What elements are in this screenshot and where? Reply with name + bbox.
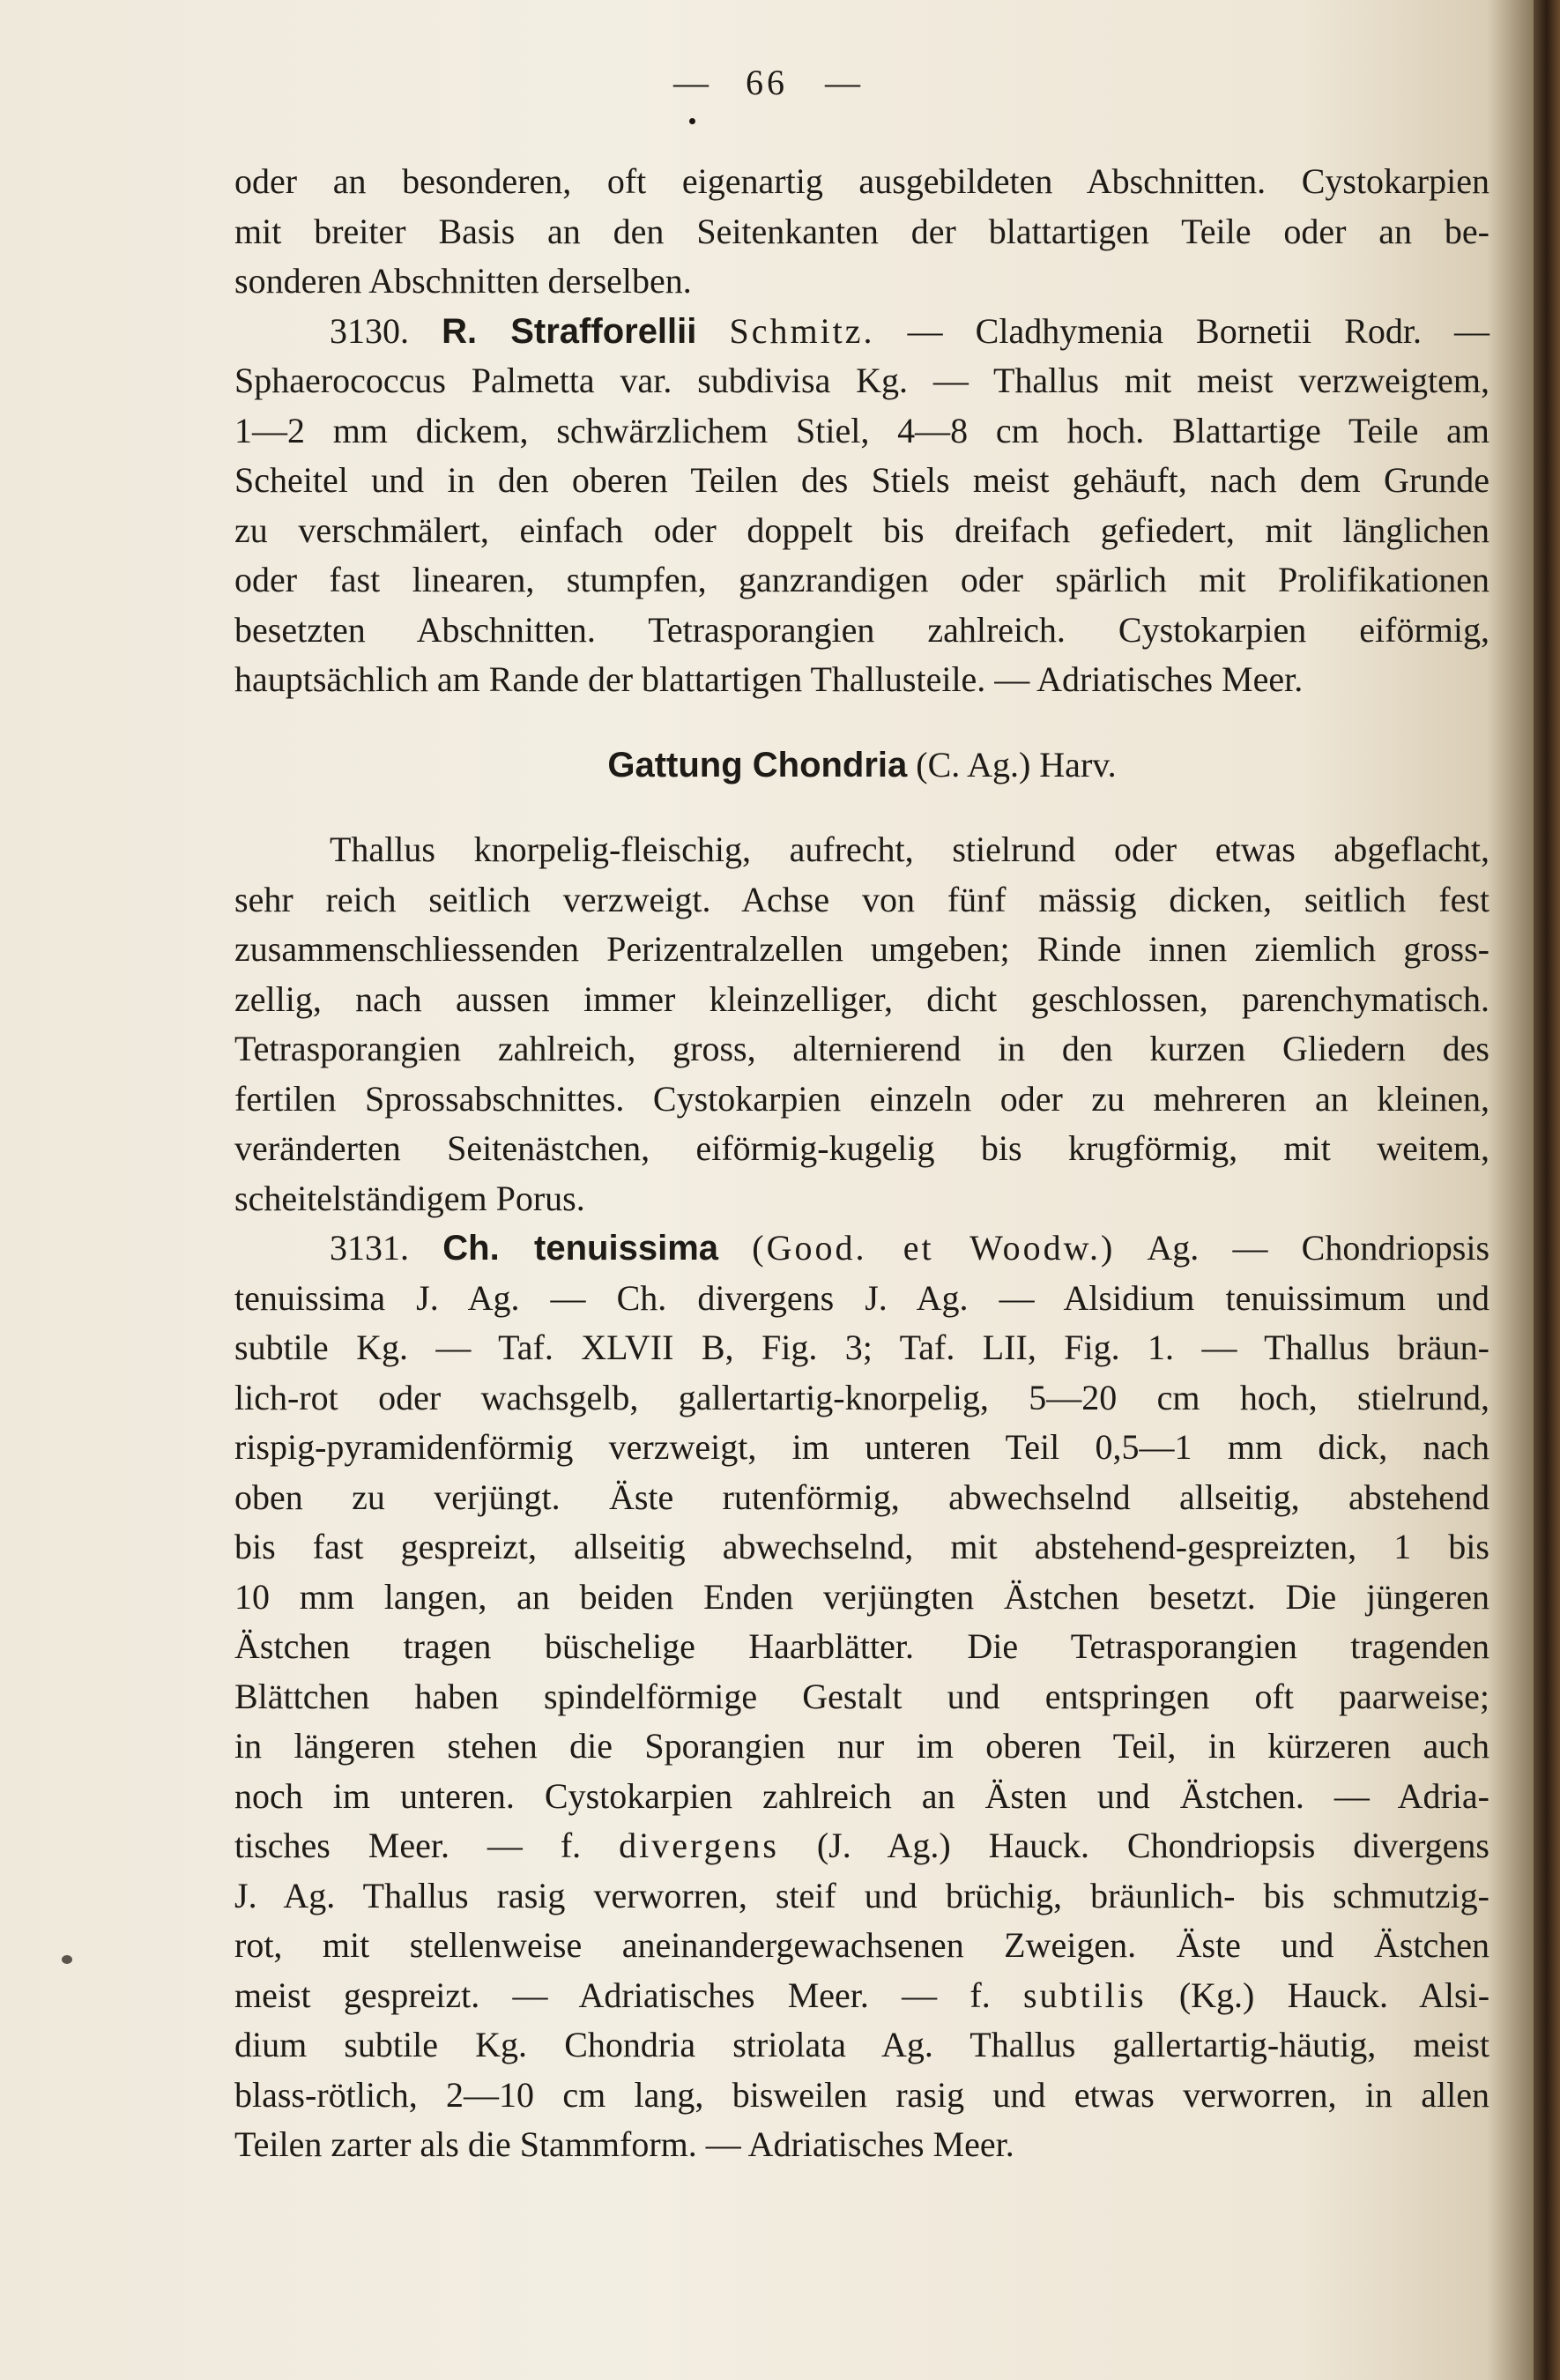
text-line: hauptsächlich am Rande der blattartigen Thallusteile. — Adriatisches Meer.	[234, 659, 1304, 699]
synonyms: Ag. — Chondriopsis	[1147, 1228, 1490, 1268]
page-number-value: 66	[746, 63, 788, 102]
text-line: bis fast gespreizt, allseitig abwechselnd, mit abstehend-gespreizten, 1 bis	[234, 1527, 1489, 1566]
text-line: Ästchen tragen büschelige Haarblätter. Die Tetrasporangien tragenden	[234, 1626, 1489, 1666]
text-line: Teilen zarter als die Stammform. — Adriatisches Meer.	[234, 2124, 1014, 2164]
text-line: zu verschmälert, einfach oder doppelt bis dreifach gefiedert, mit länglichen	[234, 509, 1489, 550]
entry-number: 3131.	[330, 1228, 409, 1268]
form-divergens-line	[234, 1821, 1489, 1871]
text-line: rot, mit stellenweise aneinandergewachsenen Zweigen. Äste und Ästchen	[234, 1925, 1489, 1965]
text-line: veränderten Seitenästchen, eiförmig-kugelig bis krugförmig, mit weitem,	[234, 1128, 1489, 1168]
page-content	[234, 157, 1489, 2170]
page-number-dash-right: —	[825, 63, 860, 102]
ink-speck	[689, 118, 695, 124]
text-line: Sphaerococcus Palmetta var. subdivisa Kg. — Thallus mit meist verzweigtem,	[234, 361, 1489, 400]
form-suffix: (Kg.) Hauck. Alsi-	[1178, 1975, 1490, 2015]
text-line: oder fast linearen, stumpfen, ganzrandigen oder spärlich mit Prolifikationen	[234, 560, 1489, 599]
text-line: zusammenschliessenden Perizentralzellen umgeben; Rinde innen ziemlich gross-	[234, 929, 1489, 969]
text-line: lich-rot oder wachsgelb, gallertartig-knorpelig, 5—20 cm hoch, stielrund,	[234, 1377, 1489, 1417]
page-number-dash-left: —	[673, 63, 709, 102]
text-line: mit breiter Basis an den Seitenkanten der blattartigen Teile oder an be-	[234, 211, 1489, 251]
species-name: R. Strafforellii	[442, 311, 697, 351]
text-line: blass-rötlich, 2—10 cm lang, bisweilen rasig und etwas verworren, in allen	[234, 2074, 1489, 2115]
page-edge-shadow	[1534, 0, 1560, 2380]
text-line: sonderen Abschnitten derselben.	[234, 261, 692, 301]
genus-author: (C. Ag.) Harv.	[916, 744, 1117, 785]
ink-speck	[62, 1955, 72, 1964]
text-line: Blättchen haben spindelförmige Gestalt und entspringen oft paarweise;	[234, 1676, 1489, 1716]
form-suffix: (J. Ag.) Hauck. Chondriopsis divergens	[816, 1826, 1489, 1865]
species-author: (Good. et Woodw.)	[752, 1228, 1116, 1268]
text-line: subtile Kg. — Taf. XLVII B, Fig. 3; Taf. LII, Fig. 1. — Thallus bräun-	[234, 1328, 1489, 1367]
text-line: sehr reich seitlich verzweigt. Achse von fünf mässig dicken, seitlich fest	[234, 879, 1489, 919]
text-line: Scheitel und in den oberen Teilen des Stiels meist gehäuft, nach dem Grunde	[234, 460, 1489, 500]
synonyms: — Cladhymenia Bornetii Rodr. —	[907, 310, 1490, 351]
text-line: 10 mm langen, an beiden Enden verjüngten Ästchen besetzt. Die jüngeren	[234, 1576, 1489, 1617]
section-gap	[234, 705, 1489, 740]
entry-3131-heading	[234, 1223, 1489, 1274]
form-name: divergens	[619, 1826, 779, 1865]
text-line: J. Ag. Thallus rasig verworren, steif und brüchig, bräunlich- bis schmutzig-	[234, 1875, 1489, 1915]
species-name: Ch. tenuissima	[442, 1229, 719, 1268]
page-number	[0, 62, 1534, 103]
entry-number: 3130.	[330, 310, 409, 351]
text-line: rispig-pyramidenförmig verzweigt, im unteren Teil 0,5—1 mm dick, nach	[234, 1427, 1489, 1467]
text-line: noch im unteren. Cystokarpien zahlreich an Ästen und Ästchen. — Adria-	[234, 1775, 1489, 1816]
text-line: dium subtile Kg. Chondria striolata Ag. Thallus gallertartig-häutig, meist	[234, 2025, 1489, 2064]
text-line: Tetrasporangien zahlreich, gross, alternierend in den kurzen Gliedern des	[234, 1029, 1489, 1068]
text-line: zellig, nach aussen immer kleinzelliger, dicht geschlossen, parenchymatisch.	[234, 978, 1489, 1019]
text-line: oder an besonderen, oft eigenartig ausgebildeten Abschnitten. Cystokarpien	[234, 161, 1489, 201]
text-line: 1—2 mm dickem, schwärzlichem Stiel, 4—8 cm hoch. Blattartige Teile am	[234, 410, 1489, 450]
text-line: in längeren stehen die Sporangien nur im oberen Teil, in kürzeren auch	[234, 1726, 1489, 1766]
form-prefix: tisches Meer. — f.	[234, 1826, 582, 1865]
genus-heading	[234, 740, 1489, 791]
genus-label: Gattung Chondria	[607, 745, 908, 785]
form-prefix: meist gespreizt. — Adriatisches Meer. — f.	[234, 1975, 991, 2015]
form-subtilis-line	[234, 1971, 1489, 2021]
form-name: subtilis	[1022, 1975, 1147, 2015]
text-line: Thallus knorpelig-fleischig, aufrecht, stielrund oder etwas abgeflacht,	[330, 829, 1489, 869]
text-line: oben zu verjüngt. Äste rutenförmig, abwechselnd allseitig, abstehend	[234, 1476, 1489, 1517]
entry-3130-heading	[234, 307, 1489, 357]
text-line: besetzten Abschnitten. Tetrasporangien zahlreich. Cystokarpien eiförmig,	[234, 609, 1489, 650]
species-author: Schmitz.	[729, 310, 875, 351]
text-line: fertilen Sprossabschnittes. Cystokarpien einzeln oder zu mehreren an kleinen,	[234, 1078, 1489, 1119]
text-line: tenuissima J. Ag. — Ch. divergens J. Ag. — Alsidium tenuissimum und	[234, 1277, 1489, 1318]
section-gap	[234, 790, 1489, 825]
text-line: scheitelständigem Porus.	[234, 1178, 585, 1218]
